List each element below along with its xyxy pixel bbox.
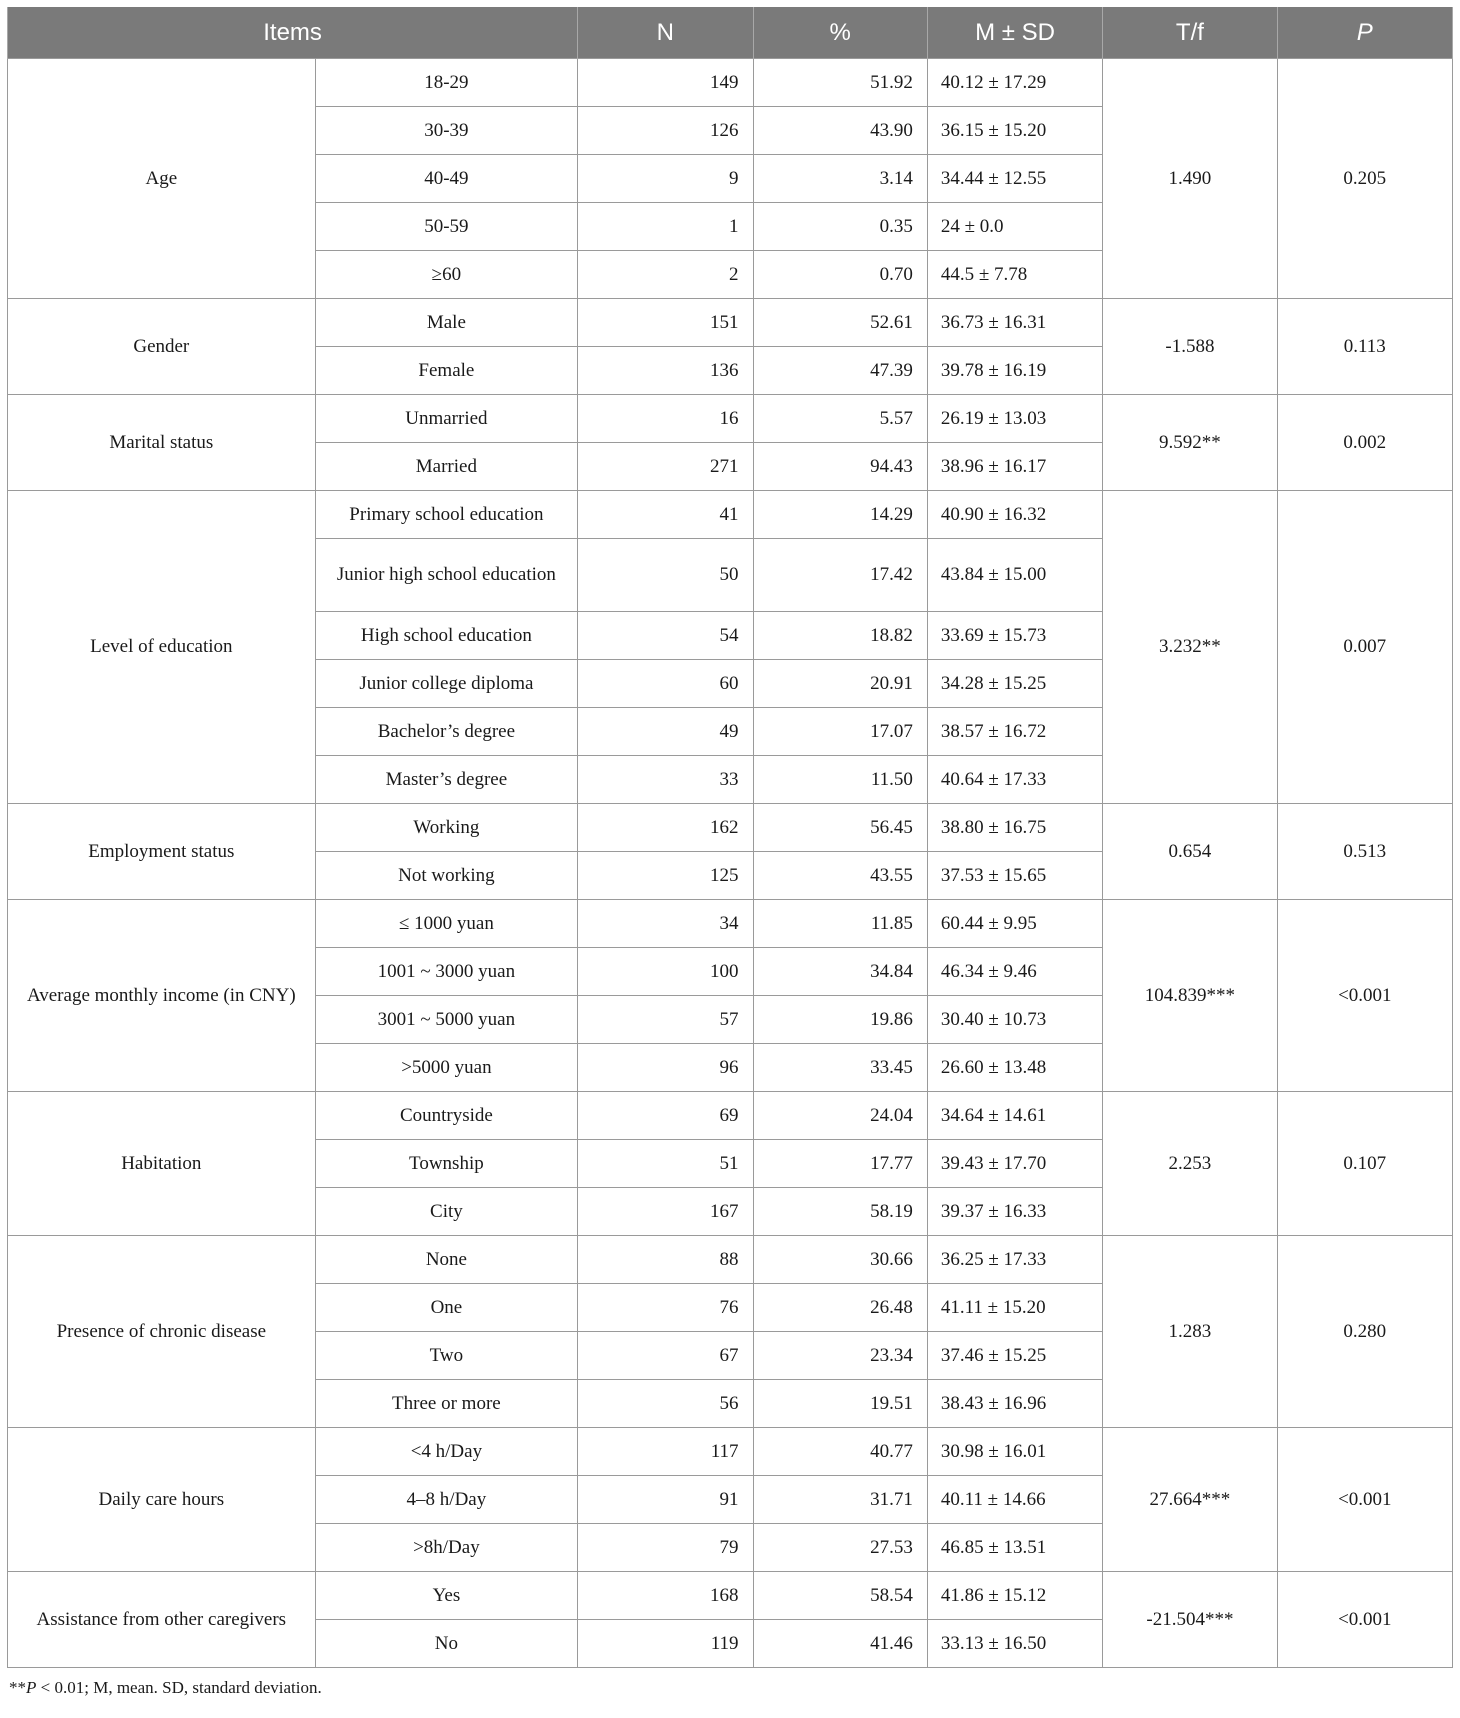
mean-sd-value: 39.37 ± 16.33	[927, 1188, 1102, 1236]
category-label: Marital status	[8, 395, 316, 491]
count-value: 168	[578, 1572, 753, 1620]
subcategory-label: >5000 yuan	[315, 1044, 578, 1092]
mean-sd-value: 38.57 ± 16.72	[927, 708, 1102, 756]
mean-sd-value: 34.64 ± 14.61	[927, 1092, 1102, 1140]
table-row	[8, 1572, 1453, 1620]
category-label: Presence of chronic disease	[8, 1236, 316, 1428]
count-value: 167	[578, 1188, 753, 1236]
mean-sd-value: 34.44 ± 12.55	[927, 155, 1102, 203]
count-value: 2	[578, 251, 753, 299]
mean-sd-value: 37.46 ± 15.25	[927, 1332, 1102, 1380]
count-value: 76	[578, 1284, 753, 1332]
subcategory-label: Junior college diploma	[315, 660, 578, 708]
percent-value: 0.35	[753, 203, 927, 251]
p-value: 0.280	[1277, 1236, 1452, 1428]
mean-sd-value: 30.40 ± 10.73	[927, 996, 1102, 1044]
p-value: <0.001	[1277, 1428, 1452, 1572]
mean-sd-value: 36.25 ± 17.33	[927, 1236, 1102, 1284]
count-value: 51	[578, 1140, 753, 1188]
test-statistic-value: 104.839***	[1103, 900, 1277, 1092]
subcategory-label: 4–8 h/Day	[315, 1476, 578, 1524]
percent-value: 0.70	[753, 251, 927, 299]
mean-sd-value: 46.85 ± 13.51	[927, 1524, 1102, 1572]
subcategory-label: ≥60	[315, 251, 578, 299]
mean-sd-value: 41.86 ± 15.12	[927, 1572, 1102, 1620]
header-n: N	[578, 7, 753, 59]
subcategory-label: Unmarried	[315, 395, 578, 443]
count-value: 34	[578, 900, 753, 948]
table-footnote	[9, 1678, 322, 1698]
percent-value: 23.34	[753, 1332, 927, 1380]
percent-value: 17.07	[753, 708, 927, 756]
table-row	[8, 1428, 1453, 1476]
count-value: 57	[578, 996, 753, 1044]
subcategory-label: Master’s degree	[315, 756, 578, 804]
count-value: 96	[578, 1044, 753, 1092]
test-statistic-value: 27.664***	[1103, 1428, 1277, 1572]
subcategory-label: No	[315, 1620, 578, 1668]
mean-sd-value: 33.69 ± 15.73	[927, 612, 1102, 660]
subcategory-label: Junior high school education	[315, 539, 578, 612]
subcategory-label: Yes	[315, 1572, 578, 1620]
mean-sd-value: 41.11 ± 15.20	[927, 1284, 1102, 1332]
count-value: 126	[578, 107, 753, 155]
test-statistic-value: 2.253	[1103, 1092, 1277, 1236]
footnote-p-letter: P	[26, 1678, 37, 1697]
test-statistic-value: -1.588	[1103, 299, 1277, 395]
mean-sd-value: 30.98 ± 16.01	[927, 1428, 1102, 1476]
mean-sd-value: 39.43 ± 17.70	[927, 1140, 1102, 1188]
count-value: 16	[578, 395, 753, 443]
subcategory-label: Countryside	[315, 1092, 578, 1140]
subcategory-label: ≤ 1000 yuan	[315, 900, 578, 948]
count-value: 69	[578, 1092, 753, 1140]
percent-value: 51.92	[753, 59, 927, 107]
category-label: Daily care hours	[8, 1428, 316, 1572]
header-p: P	[1277, 7, 1452, 59]
count-value: 149	[578, 59, 753, 107]
table-row	[8, 395, 1453, 443]
count-value: 41	[578, 491, 753, 539]
subcategory-label: 1001 ~ 3000 yuan	[315, 948, 578, 996]
category-label: Age	[8, 59, 316, 299]
subcategory-label: 18-29	[315, 59, 578, 107]
header-items: Items	[8, 7, 578, 59]
mean-sd-value: 38.96 ± 16.17	[927, 443, 1102, 491]
percent-value: 94.43	[753, 443, 927, 491]
header-percent: %	[753, 7, 927, 59]
demographics-table-container	[7, 7, 1453, 1668]
percent-value: 30.66	[753, 1236, 927, 1284]
mean-sd-value: 60.44 ± 9.95	[927, 900, 1102, 948]
percent-value: 17.42	[753, 539, 927, 612]
test-statistic-value: -21.504***	[1103, 1572, 1277, 1668]
test-statistic-value: 9.592**	[1103, 395, 1277, 491]
percent-value: 3.14	[753, 155, 927, 203]
mean-sd-value: 44.5 ± 7.78	[927, 251, 1102, 299]
percent-value: 47.39	[753, 347, 927, 395]
percent-value: 33.45	[753, 1044, 927, 1092]
subcategory-label: Female	[315, 347, 578, 395]
count-value: 117	[578, 1428, 753, 1476]
p-value: 0.002	[1277, 395, 1452, 491]
mean-sd-value: 40.12 ± 17.29	[927, 59, 1102, 107]
table-header-row	[8, 7, 1453, 59]
mean-sd-value: 40.64 ± 17.33	[927, 756, 1102, 804]
percent-value: 19.86	[753, 996, 927, 1044]
mean-sd-value: 24 ± 0.0	[927, 203, 1102, 251]
table-row	[8, 1236, 1453, 1284]
footnote-text: < 0.01; M, mean. SD, standard deviation.	[36, 1678, 322, 1697]
mean-sd-value: 39.78 ± 16.19	[927, 347, 1102, 395]
mean-sd-value: 43.84 ± 15.00	[927, 539, 1102, 612]
subcategory-label: None	[315, 1236, 578, 1284]
percent-value: 27.53	[753, 1524, 927, 1572]
subcategory-label: Bachelor’s degree	[315, 708, 578, 756]
mean-sd-value: 36.73 ± 16.31	[927, 299, 1102, 347]
subcategory-label: Not working	[315, 852, 578, 900]
category-label: Average monthly income (in CNY)	[8, 900, 316, 1092]
count-value: 91	[578, 1476, 753, 1524]
subcategory-label: 3001 ~ 5000 yuan	[315, 996, 578, 1044]
subcategory-label: High school education	[315, 612, 578, 660]
subcategory-label: Married	[315, 443, 578, 491]
count-value: 100	[578, 948, 753, 996]
count-value: 79	[578, 1524, 753, 1572]
demographics-table	[7, 7, 1453, 1668]
percent-value: 58.19	[753, 1188, 927, 1236]
percent-value: 19.51	[753, 1380, 927, 1428]
footnote-stars: **	[9, 1678, 26, 1697]
p-value: 0.513	[1277, 804, 1452, 900]
subcategory-label: Male	[315, 299, 578, 347]
count-value: 56	[578, 1380, 753, 1428]
mean-sd-value: 38.43 ± 16.96	[927, 1380, 1102, 1428]
category-label: Habitation	[8, 1092, 316, 1236]
subcategory-label: 40-49	[315, 155, 578, 203]
percent-value: 5.57	[753, 395, 927, 443]
mean-sd-value: 34.28 ± 15.25	[927, 660, 1102, 708]
header-mean-sd: M ± SD	[927, 7, 1102, 59]
subcategory-label: Two	[315, 1332, 578, 1380]
test-statistic-value: 1.283	[1103, 1236, 1277, 1428]
header-t-f: T/f	[1103, 7, 1277, 59]
p-value: <0.001	[1277, 900, 1452, 1092]
percent-value: 43.90	[753, 107, 927, 155]
percent-value: 11.50	[753, 756, 927, 804]
percent-value: 26.48	[753, 1284, 927, 1332]
table-row	[8, 491, 1453, 539]
percent-value: 34.84	[753, 948, 927, 996]
table-row	[8, 299, 1453, 347]
test-statistic-value: 3.232**	[1103, 491, 1277, 804]
subcategory-label: >8h/Day	[315, 1524, 578, 1572]
percent-value: 14.29	[753, 491, 927, 539]
subcategory-label: <4 h/Day	[315, 1428, 578, 1476]
count-value: 271	[578, 443, 753, 491]
table-row	[8, 1092, 1453, 1140]
percent-value: 18.82	[753, 612, 927, 660]
mean-sd-value: 33.13 ± 16.50	[927, 1620, 1102, 1668]
count-value: 162	[578, 804, 753, 852]
mean-sd-value: 46.34 ± 9.46	[927, 948, 1102, 996]
p-value: 0.007	[1277, 491, 1452, 804]
mean-sd-value: 26.60 ± 13.48	[927, 1044, 1102, 1092]
test-statistic-value: 1.490	[1103, 59, 1277, 299]
percent-value: 58.54	[753, 1572, 927, 1620]
test-statistic-value: 0.654	[1103, 804, 1277, 900]
percent-value: 20.91	[753, 660, 927, 708]
percent-value: 11.85	[753, 900, 927, 948]
percent-value: 24.04	[753, 1092, 927, 1140]
subcategory-label: Township	[315, 1140, 578, 1188]
subcategory-label: Primary school education	[315, 491, 578, 539]
count-value: 88	[578, 1236, 753, 1284]
count-value: 136	[578, 347, 753, 395]
subcategory-label: One	[315, 1284, 578, 1332]
count-value: 49	[578, 708, 753, 756]
count-value: 33	[578, 756, 753, 804]
table-body	[8, 59, 1453, 1668]
count-value: 60	[578, 660, 753, 708]
p-value: 0.107	[1277, 1092, 1452, 1236]
p-value: <0.001	[1277, 1572, 1452, 1668]
category-label: Gender	[8, 299, 316, 395]
mean-sd-value: 40.11 ± 14.66	[927, 1476, 1102, 1524]
category-label: Level of education	[8, 491, 316, 804]
count-value: 151	[578, 299, 753, 347]
mean-sd-value: 26.19 ± 13.03	[927, 395, 1102, 443]
percent-value: 43.55	[753, 852, 927, 900]
subcategory-label: City	[315, 1188, 578, 1236]
count-value: 9	[578, 155, 753, 203]
mean-sd-value: 36.15 ± 15.20	[927, 107, 1102, 155]
table-row	[8, 59, 1453, 107]
count-value: 54	[578, 612, 753, 660]
count-value: 50	[578, 539, 753, 612]
mean-sd-value: 38.80 ± 16.75	[927, 804, 1102, 852]
table-row	[8, 804, 1453, 852]
p-value: 0.205	[1277, 59, 1452, 299]
p-value: 0.113	[1277, 299, 1452, 395]
count-value: 1	[578, 203, 753, 251]
percent-value: 31.71	[753, 1476, 927, 1524]
subcategory-label: 50-59	[315, 203, 578, 251]
mean-sd-value: 37.53 ± 15.65	[927, 852, 1102, 900]
percent-value: 52.61	[753, 299, 927, 347]
percent-value: 40.77	[753, 1428, 927, 1476]
count-value: 67	[578, 1332, 753, 1380]
percent-value: 56.45	[753, 804, 927, 852]
mean-sd-value: 40.90 ± 16.32	[927, 491, 1102, 539]
table-row	[8, 900, 1453, 948]
category-label: Employment status	[8, 804, 316, 900]
subcategory-label: Three or more	[315, 1380, 578, 1428]
subcategory-label: Working	[315, 804, 578, 852]
percent-value: 17.77	[753, 1140, 927, 1188]
percent-value: 41.46	[753, 1620, 927, 1668]
count-value: 119	[578, 1620, 753, 1668]
count-value: 125	[578, 852, 753, 900]
category-label: Assistance from other caregivers	[8, 1572, 316, 1668]
subcategory-label: 30-39	[315, 107, 578, 155]
